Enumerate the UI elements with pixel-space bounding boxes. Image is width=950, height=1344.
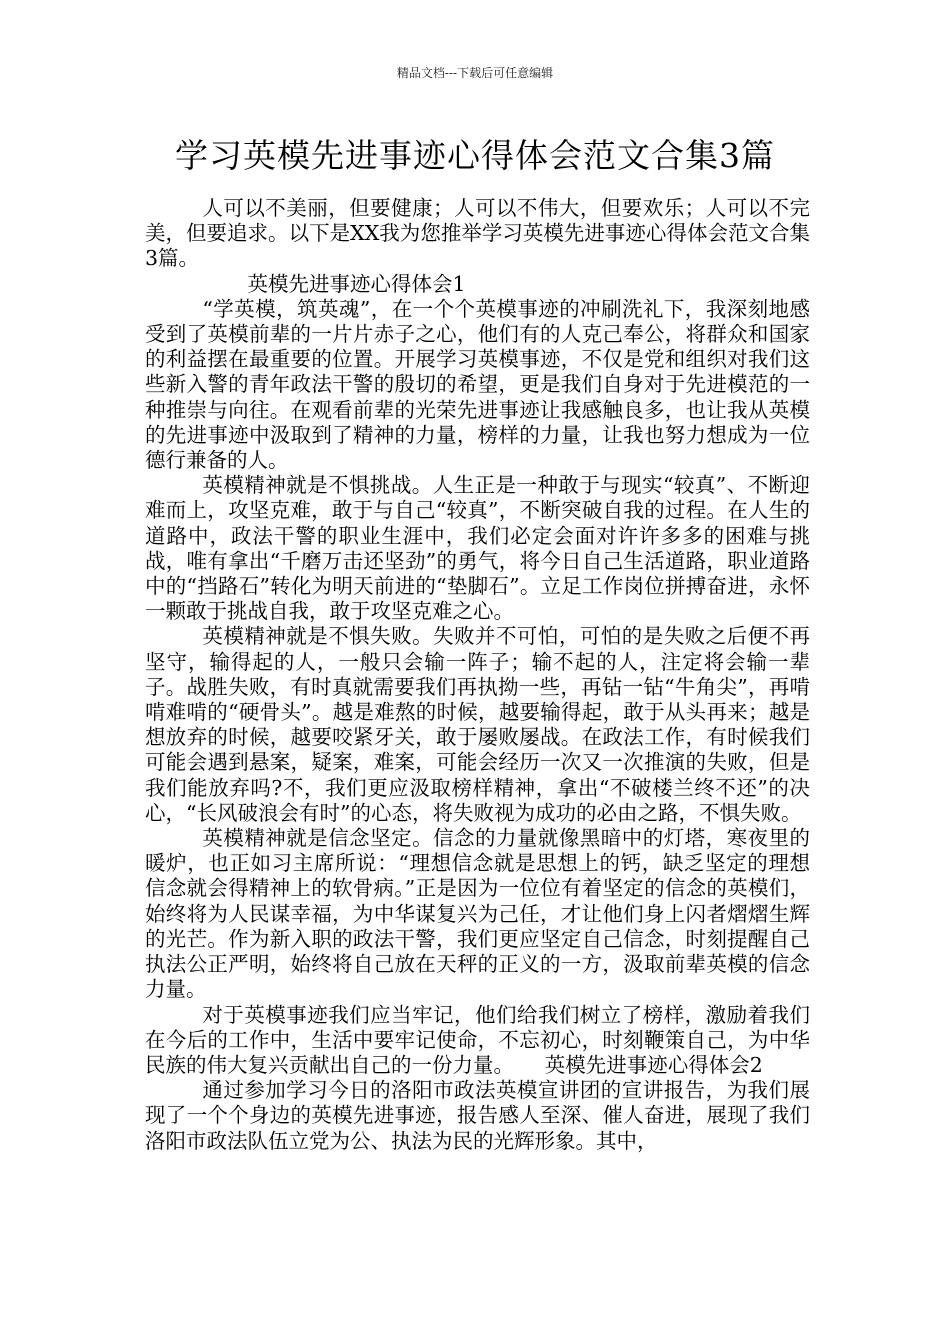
body-paragraph: 通过参加学习今日的洛阳市政法英模宣讲团的宣讲报告，为我们展现了一个个身边的英模先进事迹，报告感人至深、催人奋进，展现了我们洛阳市政法队伍立党为公、执法为民的光辉形象。其中，: [145, 1078, 810, 1153]
section-heading-1: 英模先进事迹心得体会1: [247, 271, 466, 296]
body-paragraph: 对于英模事迹我们应当牢记，他们给我们树立了榜样，激励着我们在今后的工作中，生活中要牢记使命，不忘初心，时刻鞭策自己，为中华民族的伟大复兴贡献出自己的一份力量。 英模先进事迹心得体会2: [145, 1002, 810, 1077]
body-paragraph: “学英模，筑英魂”，在一个个英模事迹的冲刷洗礼下，我深刻地感受到了英模前辈的一片片赤子之心，他们有的人克己奉公，将群众和国家的利益摆在最重要的位置。开展学习英模事迹，不仅是党和组织对我们这些新入警的青年政法干警的殷切的希望，更是我们自身对于先进模范的一种推崇与向往。在观看前辈的光荣先进事迹让我感触良多，也让我从英模的先进事迹中汲取到了精神的力量，榜样的力量，让我也努力想成为一位德行兼备的人。: [145, 296, 810, 473]
document-body: [145, 196, 810, 1154]
body-paragraph: 英模精神就是信念坚定。信念的力量就像黑暗中的灯塔，寒夜里的暖炉，也正如习主席所说：“理想信念就是思想上的钙，缺乏坚定的理想信念就会得精神上的软骨病。”正是因为一位位有着坚定的信念的英模们，始终将为人民谋幸福，为中华谋复兴为己任，才让他们身上闪者熠熠生辉的光芒。作为新入职的政法干警，我们更应坚定自己信念，时刻提醒自己执法公正严明，始终将自己放在天秤的正义的一方，汲取前辈英模的信念力量。: [145, 826, 810, 1002]
header-note: 精品文档---下载后可任意编辑: [396, 66, 554, 80]
intro-paragraph: 人可以不美丽，但要健康；人可以不伟大，但要欢乐；人可以不完美，但要追求。以下是XX我为您推举学习英模先进事迹心得体会范文合集3篇。: [145, 196, 810, 271]
page-title: 学习英模先进事迹心得体会范文合集3篇: [175, 136, 775, 175]
body-paragraph: 英模精神就是不惧挑战。人生正是一种敢于与现实“较真”、不断迎难而上，攻坚克难，敢于与自己“较真”，不断突破自我的过程。在人生的道路中，政法干警的职业生涯中，我们必定会面对许许多多的困难与挑战，唯有拿出“千磨万击还坚劲”的勇气，将今日自己生活道路，职业道路中的“挡路石”转化为明天前进的“垫脚石”。立足工作岗位拼搏奋进，永怀一颗敢于挑战自我，敢于攻坚克难之心。: [145, 473, 810, 624]
body-paragraph: 英模精神就是不惧失败。失败并不可怕，可怕的是失败之后便不再坚守，输得起的人，一般只会输一阵子；输不起的人，注定将会输一辈子。战胜失败，有时真就需要我们再执拗一些，再钻一钻“牛角尖”，再啃啃难啃的“硬骨头”。越是难熬的时候，越要输得起，敢于从头再来；越是想放弃的时候，越要咬紧牙关，敢于屡败屡战。在政法工作，有时候我们可能会遇到悬案，疑案，难案，可能会经历一次又一次推演的失败，但是我们能放弃吗?不，我们更应汲取榜样精神，拿出“不破楼兰终不还”的决心，“长风破浪会有时”的心态，将失败视为成功的必由之路，不惧失败。: [145, 624, 810, 825]
